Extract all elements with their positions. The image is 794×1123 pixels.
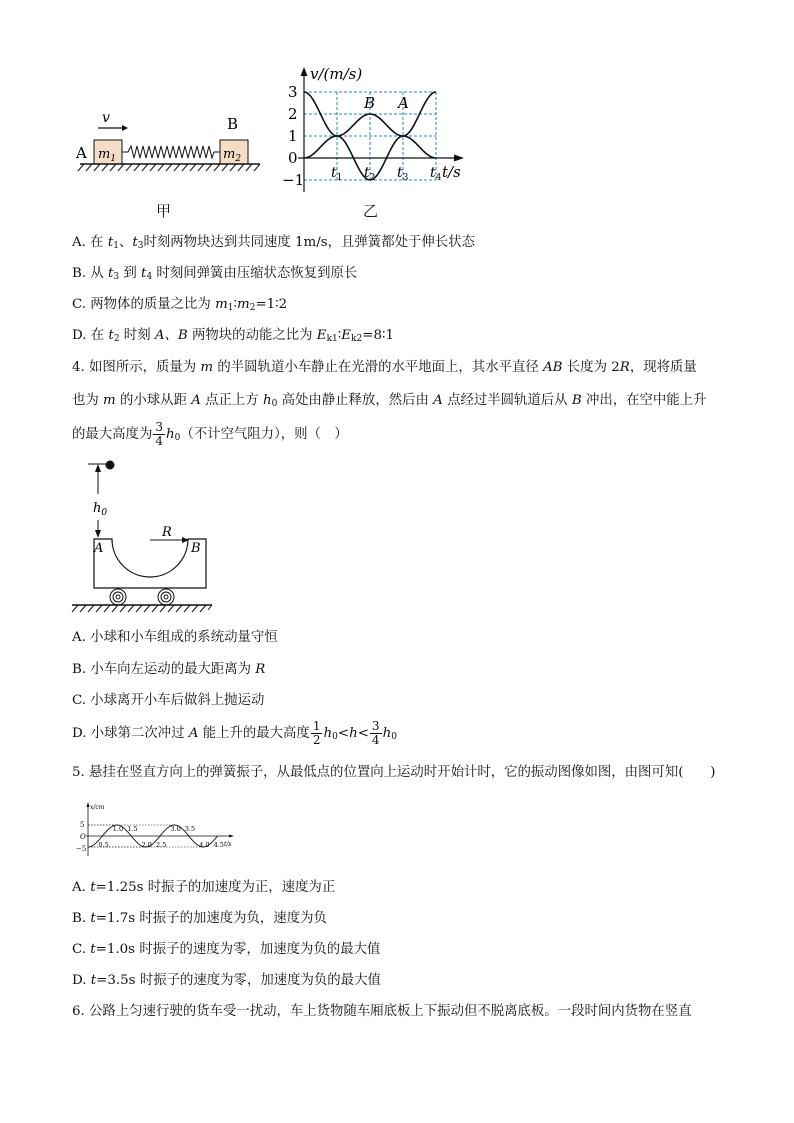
q4-figure-cart — [70, 454, 220, 618]
svg-text:h0: $h_0$ — [93, 501, 108, 518]
fraction-3-4: $\frac{3}{4}$ — [155, 420, 163, 448]
q3-option-a[interactable]: A. 在 $t_1$、$t_3$时刻两物块达到共同速度 1m/s，且弹簧都处于伸长状态 — [72, 235, 475, 251]
q5-option-d[interactable]: D. t=3.5s 时振子的速度为零，加速度为负的最大值 — [72, 973, 381, 988]
curve-B-label: B — [364, 94, 376, 112]
y-tick-label: 0 — [288, 149, 298, 167]
q5-option-a[interactable]: A. t=1.25s 时振子的加速度为正，速度为正 — [72, 880, 336, 895]
q3-option-c[interactable]: C. 两物体的质量之比为 $m_1∶m_2=1∶2$ — [72, 297, 288, 313]
block-A-label: A — [76, 144, 87, 162]
curve-A-label: A — [398, 94, 409, 112]
q4-stem-line2: 也为 m 的小球从距 A 点正上方 $h_0$ 高处由静止释放，然后由 A 点经过半圆轨道后从 B 冲出，在空中能上升 — [72, 393, 707, 409]
q3-option-b[interactable]: B. 从 $t_3$ 到 $t_4$ 时刻间弹簧由压缩状态恢复到原长 — [72, 266, 358, 282]
svg-text:m1: $m_1$ — [98, 147, 117, 164]
q5-tick-label: 1.5 — [127, 825, 138, 833]
svg-text:m2: $m_2$ — [223, 147, 242, 164]
q5-tick-label: 2.5 — [156, 841, 167, 849]
velocity-label: v — [102, 110, 110, 126]
q5-stem: 5. 悬挂在竖直方向上的弹簧振子，从最低点的位置向上运动时开始计时，它的振动图像如图，由图可知( ) — [72, 765, 716, 780]
y-tick-label: −1 — [282, 171, 305, 189]
q5-y-tick-5: 5 — [80, 821, 85, 829]
figure-jia — [72, 104, 262, 179]
x-tick-label: $t_3$ — [397, 165, 409, 183]
q5-option-c[interactable]: C. t=1.0s 时振子的速度为零，加速度为负的最大值 — [72, 942, 381, 957]
x-tick-label: $t_1$ — [331, 165, 343, 183]
y-tick-label: 3 — [288, 83, 298, 101]
q5-tick-label: 1.0 — [112, 825, 124, 833]
radius-label: R — [162, 525, 172, 540]
ball — [106, 461, 115, 470]
q4-option-d[interactable]: D. 小球第二次冲过 A 能上升的最大高度 $\frac{1}{2}$ $h_0<h<$ $\frac{3}{4}$ $h_0$ — [72, 719, 397, 747]
q5-tick-label: 2.0 — [141, 841, 152, 849]
q6-stem: 6. 公路上匀速行驶的货车受一扰动，车上货物随车厢底板上下振动但不脱离底板。一段时间内货物在竖直 — [72, 1004, 692, 1019]
point-A-label: A — [94, 541, 104, 556]
y-tick-label: 1 — [288, 127, 298, 145]
y-tick-label: 2 — [288, 105, 298, 123]
block-B-label: B — [227, 115, 239, 133]
figure-jia-caption: 甲 — [156, 202, 172, 220]
figure-yi-chart — [278, 64, 478, 199]
q5-y-axis-label: x/cm — [90, 804, 105, 811]
q5-tick-label: 4.0 — [199, 841, 210, 849]
y-axis-label: v/(m/s) — [310, 65, 363, 83]
point-B-label: B — [191, 541, 201, 556]
q5-x-axis-label: t/s — [224, 841, 232, 848]
q4-stem-line3: 的最大高度为 $\frac{3}{4}$ $h_0$（不计空气阻力），则（ ） — [72, 420, 348, 448]
q5-origin-label: O — [80, 833, 86, 841]
q5-option-b[interactable]: B. t=1.7s 时振子的加速度为负，速度为负 — [72, 911, 327, 926]
q5-tick-label: 3.5 — [184, 825, 196, 833]
q5-tick-label: 4.5 — [213, 841, 224, 849]
x-axis-label: t/s — [442, 163, 461, 181]
q4-option-c[interactable]: C. 小球离开小车后做斜上抛运动 — [72, 693, 265, 708]
q5-tick-label: 3.0 — [170, 825, 181, 833]
q4-stem-line1: 4. 如图所示，质量为 m 的半圆轨道小车静止在光滑的水平地面上，其水平直径 AB 长度为 2R，现将质量 — [72, 360, 697, 375]
x-tick-label: $t_2$ — [364, 165, 376, 183]
q5-y-tick-neg5: −5 — [76, 845, 87, 853]
x-tick-label: $t_4$ — [430, 165, 442, 183]
figure-yi-caption: 乙 — [363, 202, 379, 220]
q4-option-b[interactable]: B. 小车向左运动的最大距离为 R — [72, 662, 266, 677]
q3-option-d[interactable]: D. 在 $t_2$ 时刻 A、B 两物块的动能之比为 $E_{k1}∶E_{k2}=8∶1$ — [72, 328, 394, 344]
q4-option-a[interactable]: A. 小球和小车组成的系统动量守恒 — [72, 630, 278, 645]
q5-figure-xt-chart — [74, 800, 239, 858]
q5-tick-label: 0.5 — [98, 841, 109, 849]
